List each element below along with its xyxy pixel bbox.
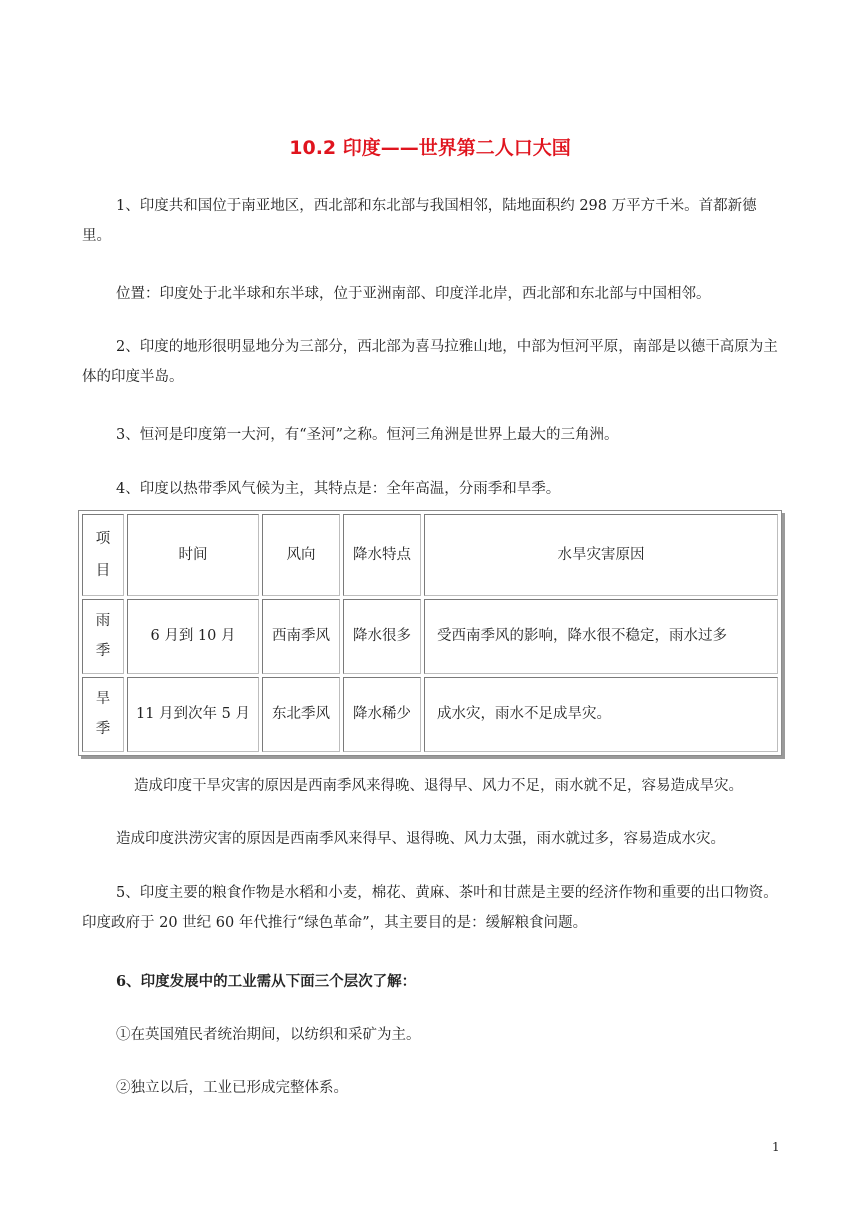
paragraph-1: 1、印度共和国位于南亚地区，西北部和东北部与我国相邻，陆地面积约 298 万平方千米。首都新德里。: [82, 198, 757, 244]
paragraph-5: 5、印度主要的粮食作物是水稻和小麦，棉花、黄麻、茶叶和甘蔗是主要的经济作物和重要的出口物资。印度政府于 20 世纪 60 年代推行“绿色革命”，其主要目的是：缓解粮食问题。: [82, 885, 778, 931]
header-reason: 水旱灾害原因: [424, 514, 778, 596]
table-row: [82, 599, 778, 674]
cell-wind: 东北季风: [262, 677, 340, 752]
cell-time: 6 月到 10 月: [127, 599, 259, 674]
cell-time: 11 月到次年 5 月: [127, 677, 259, 752]
cell-item: 旱季: [82, 677, 124, 752]
cell-reason: 受西南季风的影响，降水很不稳定，雨水过多: [424, 599, 778, 674]
paragraph-6-item-2: ②独立以后，工业已形成完整体系。: [116, 1080, 348, 1096]
paragraph-drought: 造成印度干旱灾害的原因是西南季风来得晚、退得早、风力不足，雨水就不足，容易造成旱灾。: [134, 778, 743, 794]
header-time: 时间: [127, 514, 259, 596]
paragraph-6-item-1: ①在英国殖民者统治期间，以纺织和采矿为主。: [116, 1027, 421, 1043]
document-title: 10.2 印度——世界第二人口大国: [289, 137, 571, 159]
paragraph-location: 位置：印度处于北半球和东半球，位于亚洲南部、印度洋北岸，西北部和东北部与中国相邻。: [116, 286, 711, 302]
paragraph-flood: 造成印度洪涝灾害的原因是西南季风来得早、退得晚、风力太强，雨水就过多，容易造成水灾。: [116, 831, 725, 847]
paragraph-6: 6、印度发展中的工业需从下面三个层次了解：: [116, 973, 417, 990]
cell-wind: 西南季风: [262, 599, 340, 674]
paragraph-2: 2、印度的地形很明显地分为三部分，西北部为喜马拉雅山地，中部为恒河平原，南部是以德干高原为主体的印度半岛。: [82, 339, 778, 385]
page-number: 1: [772, 1140, 780, 1154]
cell-item: 雨季: [82, 599, 124, 674]
header-rain: 降水特点: [343, 514, 421, 596]
header-wind: 风向: [262, 514, 340, 596]
cell-rain: 降水很多: [343, 599, 421, 674]
cell-reason: 成水灾，雨水不足成旱灾。: [424, 677, 778, 752]
table-row: [82, 677, 778, 752]
paragraph-4: 4、印度以热带季风气候为主，其特点是：全年高温，分雨季和旱季。: [116, 481, 561, 497]
header-item: 项目: [82, 514, 124, 596]
paragraph-3: 3、恒河是印度第一大河，有“圣河”之称。恒河三角洲是世界上最大的三角洲。: [116, 427, 619, 443]
climate-table: [78, 510, 782, 756]
cell-rain: 降水稀少: [343, 677, 421, 752]
